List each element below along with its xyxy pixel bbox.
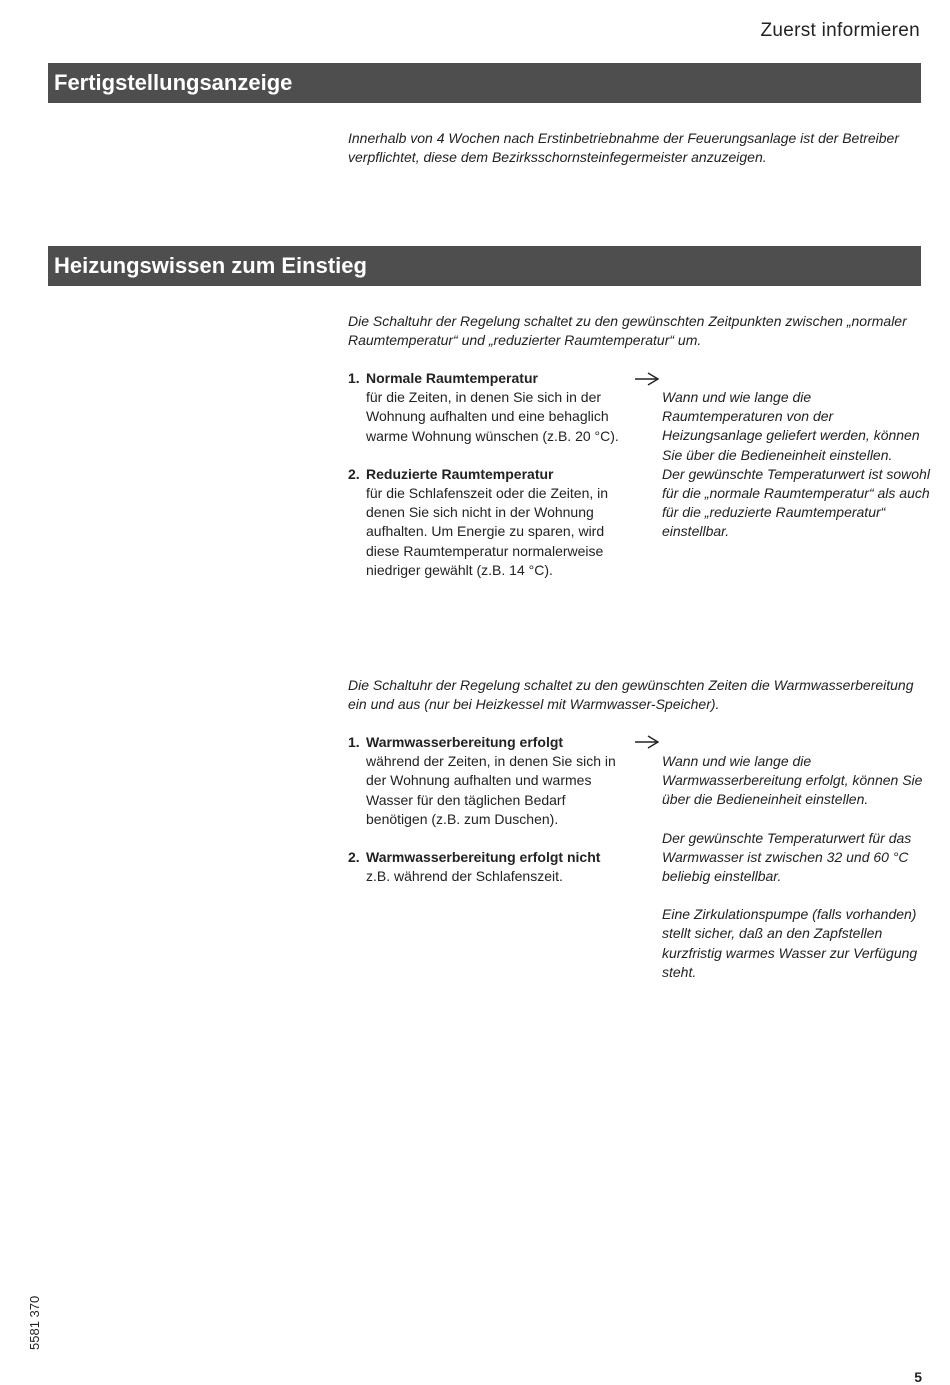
list-item-title: Reduzierte Raumtemperatur [366, 465, 554, 482]
water-intro-text: Die Schaltuhr der Regelung schaltet zu den gewünschten Zeiten die Warmwasserbereitung ein und aus (nur bei Heizkessel mit Warmwasser-Speicher). [348, 677, 914, 712]
list-item [348, 465, 620, 580]
list-item-title: Normale Raumtemperatur [366, 370, 538, 386]
water-note-p1: Wann und wie lange die Warmwasserbereitung erfolgt, können Sie über die Bedieneinheit einstellen. [662, 753, 923, 808]
section-heading-heizungswissen: Heizungswissen zum Einstieg [48, 246, 921, 286]
room-note-p1: Wann und wie lange die Raumtemperaturen von der Heizungsanlage geliefert werden, können Sie über die Bedieneinheit einstellen. [662, 389, 920, 463]
list-item [348, 733, 620, 829]
water-note-p3: Eine Zirkulationspumpe (falls vorhanden) stellt sicher, daß an den Zapfstellen kurzfristig warmes Wasser zur Verfügung steht. [662, 906, 918, 980]
room-temperature-list [348, 369, 620, 580]
arrow-right-icon [634, 372, 660, 386]
water-note-p2: Der gewünschte Temperaturwert für das Warmwasser ist zwischen 32 und 60 °C beliebig einstellbar. [662, 829, 912, 885]
room-note-p2: Der gewünschte Temperaturwert ist sowohl für die „normale Raumtemperatur“ als auch für die „reduzierte Raumtemperatur“ einstellbar. [662, 465, 930, 540]
water-list [348, 733, 620, 886]
document-number: 5581 370 [27, 1295, 42, 1350]
list-item [348, 848, 620, 886]
list-item-title: Warmwasserbereitung erfolgt nicht [366, 849, 601, 866]
water-note [662, 752, 932, 982]
room-intro-text: Die Schaltuhr der Regelung schaltet zu den gewünschten Zeitpunkten zwischen „normaler Raumtemperatur“ und „reduzierter Raumtemperatur“ um. [348, 313, 907, 348]
list-item-body: während der Zeiten, in denen Sie sich in der Wohnung aufhalten und warmes Wasser für den täglichen Bedarf benötigen (z.B. zum Duschen). [366, 753, 616, 827]
fertigstellung-text: Innerhalb von 4 Wochen nach Erstinbetriebnahme der Feuerungsanlage ist der Betreiber verpflichtet, diese dem Bezirksschornsteinfegermeister anzuzeigen. [348, 130, 899, 165]
chapter-title: Zuerst informieren [760, 20, 920, 41]
list-item-body: für die Zeiten, in denen Sie sich in der Wohnung aufhalten und eine behaglich warme Wohnung wünschen (z.B. 20 °C). [366, 389, 619, 444]
list-number: 1. [348, 370, 360, 386]
list-item-title: Warmwasserbereitung erfolgt [366, 734, 564, 750]
page-number: 5 [914, 1369, 922, 1385]
list-item-body: z.B. während der Schlafenszeit. [366, 868, 563, 885]
section-heading-fertigstellungsanzeige: Fertigstellungsanzeige [48, 63, 921, 103]
list-number: 2. [348, 465, 360, 482]
list-number: 1. [348, 734, 360, 750]
arrow-right-icon [634, 735, 660, 749]
list-number: 2. [348, 849, 360, 866]
list-item-body: für die Schlafenszeit oder die Zeiten, in denen Sie sich nicht in der Wohnung aufhalten. Um Energie zu sparen, wird diese Raumtemperatur normalerweise niedriger gewählt (z.B. 14 °C). [366, 485, 609, 578]
list-item [348, 369, 620, 446]
room-note [662, 388, 932, 542]
